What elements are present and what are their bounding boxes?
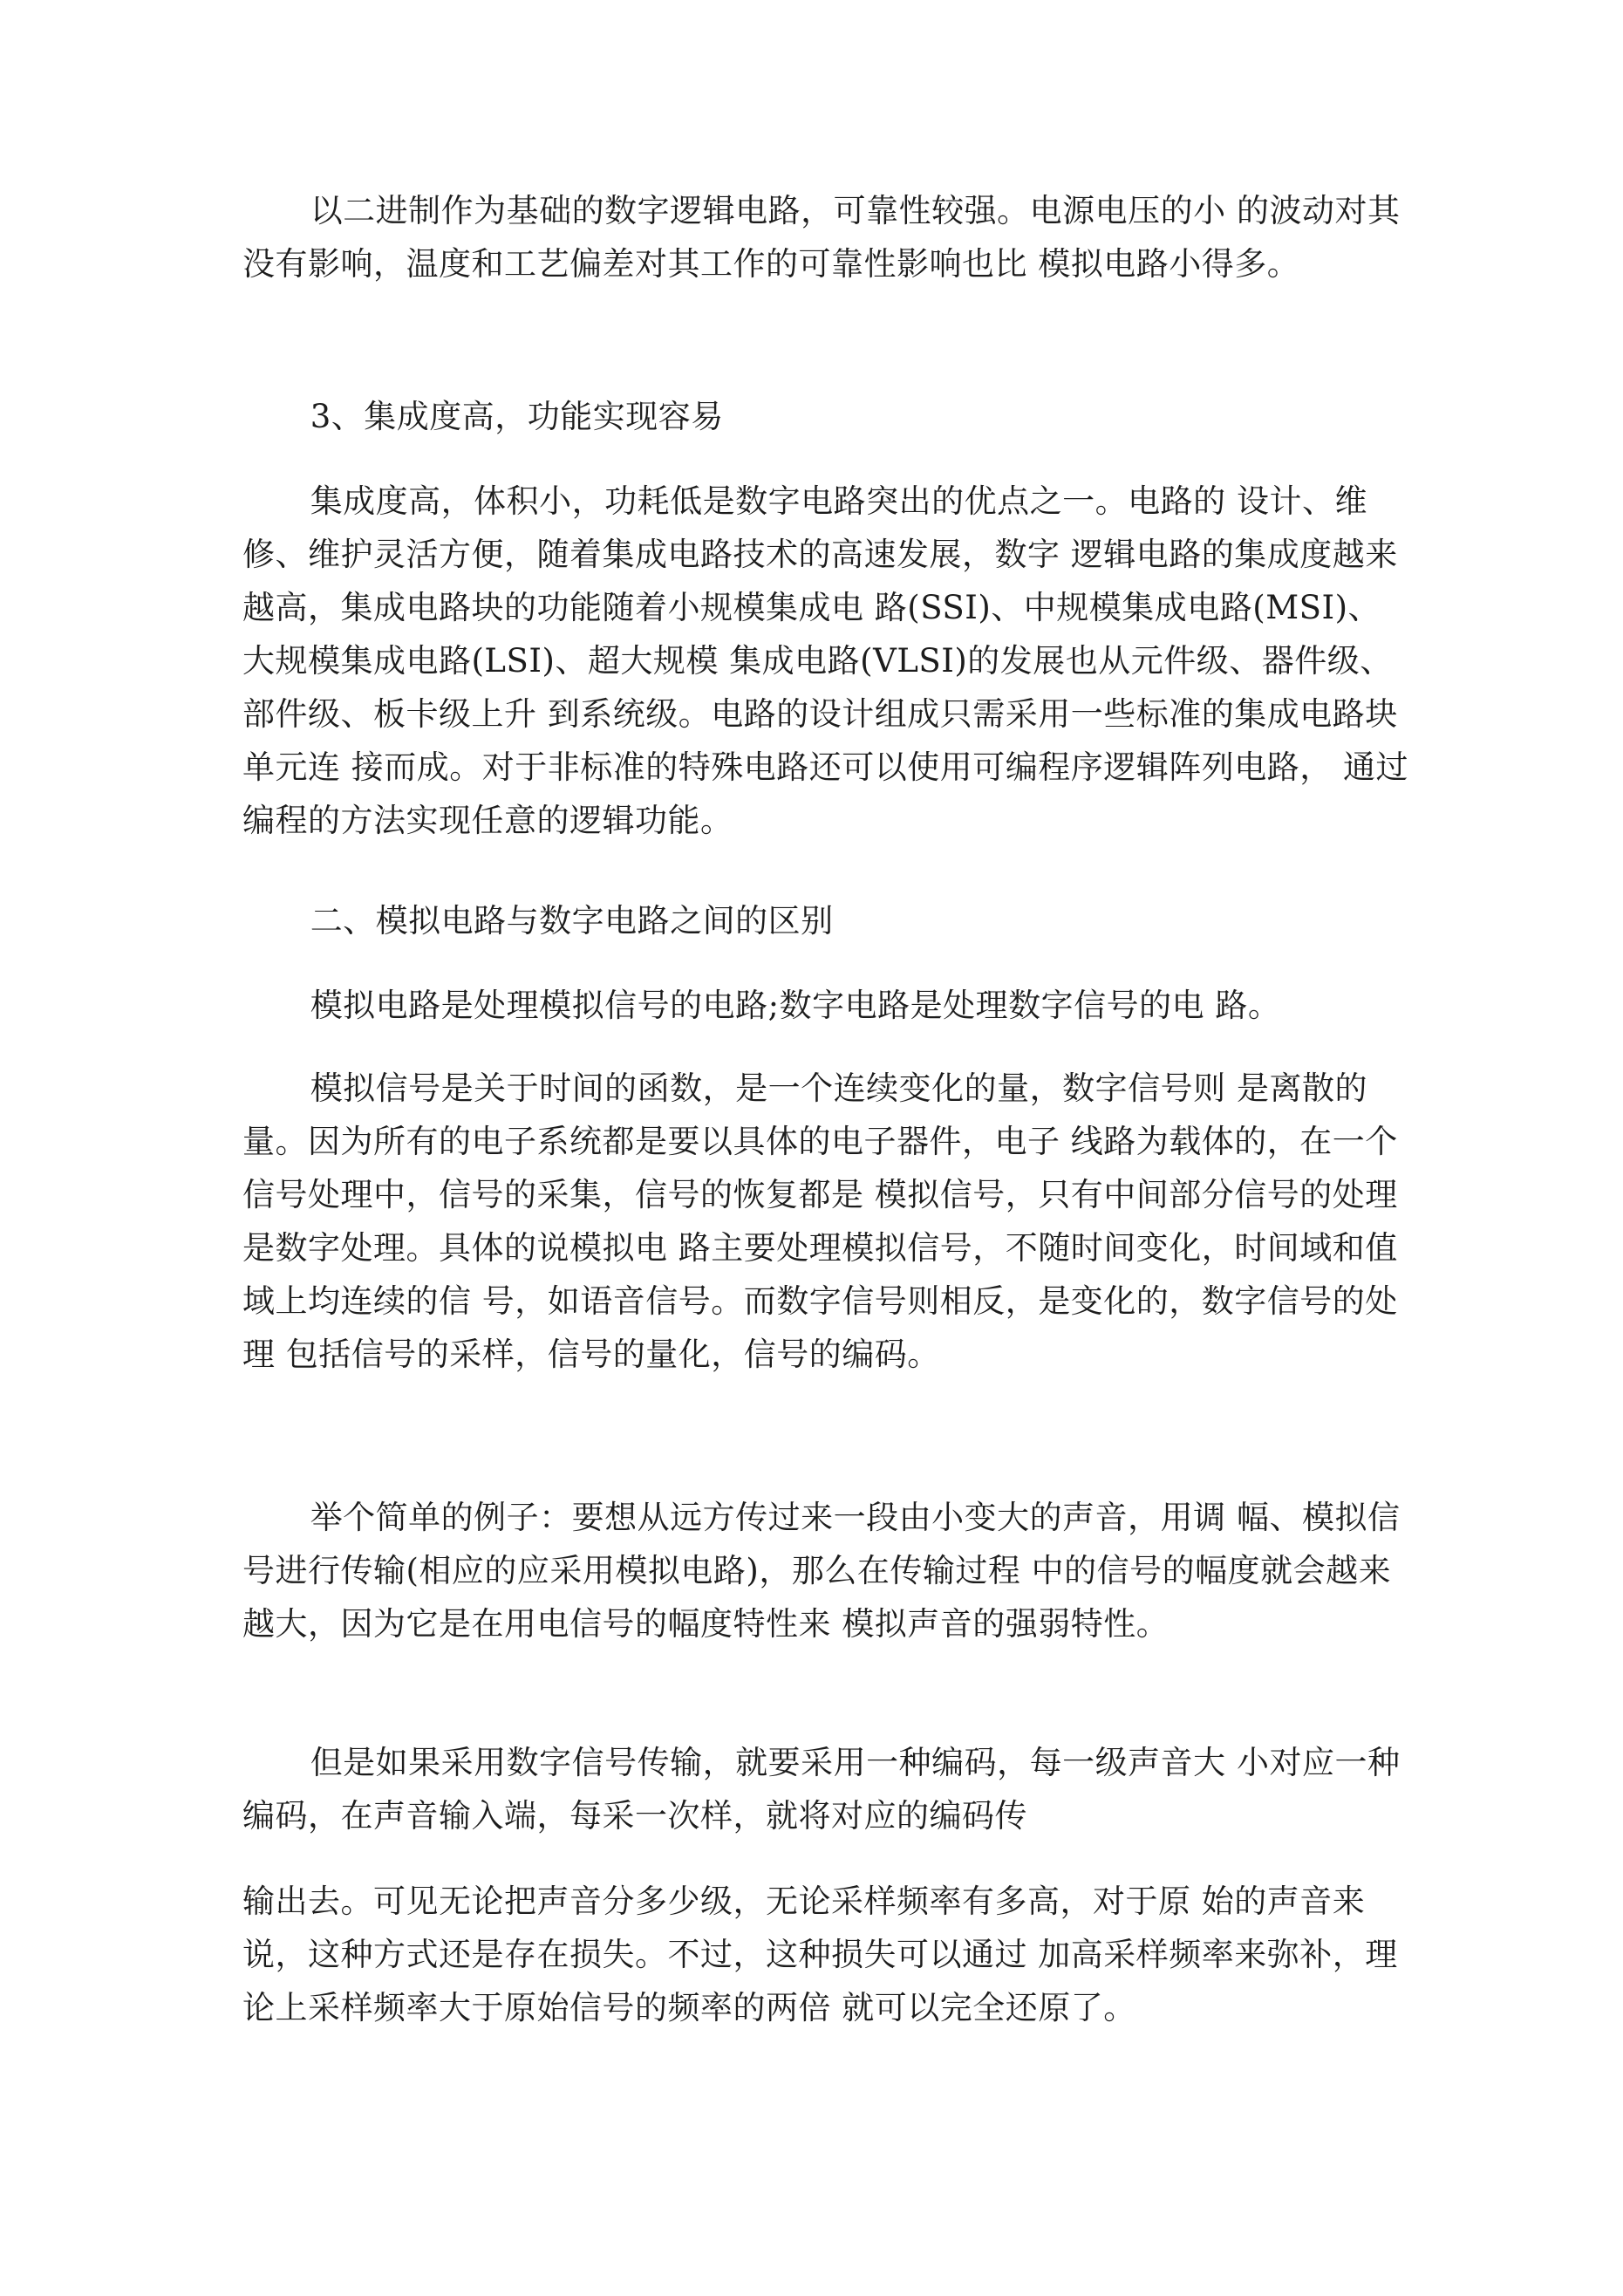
paragraph-reliability: 以二进制作为基础的数字逻辑电路，可靠性较强。电源电压的小 的波动对其没有影响，温度和工艺偏差对其工作的可靠性影响也比 模拟电路小得多。 [242,192,1401,283]
paragraph-sampling: 输出去。可见无论把声音分多少级，无论采样频率有多高，对于原 始的声音来说，这种方式还是存在损失。不过，这种损失可以通过 加高采样频率来弥补，理论上采样频率大于原始信号的频率的两倍 就可以完全还原了。 [242,1883,1398,2026]
paragraph-definition: 模拟电路是处理模拟信号的电路;数字电路是处理数字信号的电 路。 [310,987,1281,1024]
heading-integration: 3、集成度高，功能实现容易 [310,398,724,435]
heading-differences: 二、模拟电路与数字电路之间的区别 [310,902,834,940]
paragraph-signals: 模拟信号是关于时间的函数，是一个连续变化的量，数字信号则 是离散的量。因为所有的电子系统都是要以具体的电子器件，电子 线路为载体的，在一个信号处理中，信号的采集，信号的恢复都是 模拟信号，只有中间部分信号的处理是数字处理。具体的说模拟电 路主要处理模拟信号，不随时间变化，时间域和值域上均连续的信 号，如语音信号。而数字信号则相反，是变化的，数字信号的处理 包括信号的采样，信号的量化，信号的编码。 [242,1069,1398,1373]
paragraph-example: 举个简单的例子：要想从远方传过来一段由小变大的声音，用调 幅、模拟信号进行传输(相应的应采用模拟电路)，那么在传输过程 中的信号的幅度就会越来越大，因为它是在用电信号的幅度特性来 模拟声音的强弱特性。 [242,1499,1401,1643]
paragraph-digital-transmission: 但是如果采用数字信号传输，就要采用一种编码，每一级声音大 小对应一种编码，在声音输入端，每采一次样，就将对应的编码传 [242,1744,1401,1835]
paragraph-integration: 集成度高，体积小，功耗低是数字电路突出的优点之一。电路的 设计、维修、维护灵活方便，随着集成电路技术的高速发展，数字 逻辑电路的集成度越来越高，集成电路块的功能随着小规模集成电 路(SSI)、中规模集成电路(MSI)、大规模集成电路(LSI)、超大规模 集成电路(VLSI)的发展也从元件级、器件级、部件级、板卡级上升 到系统级。电路的设计组成只需采用一些标准的集成电路块单元连 接而成。对于非标准的特殊电路还可以使用可编程序逻辑阵列电路， 通过编程的方法实现任意的逻辑功能。 [242,482,1409,839]
